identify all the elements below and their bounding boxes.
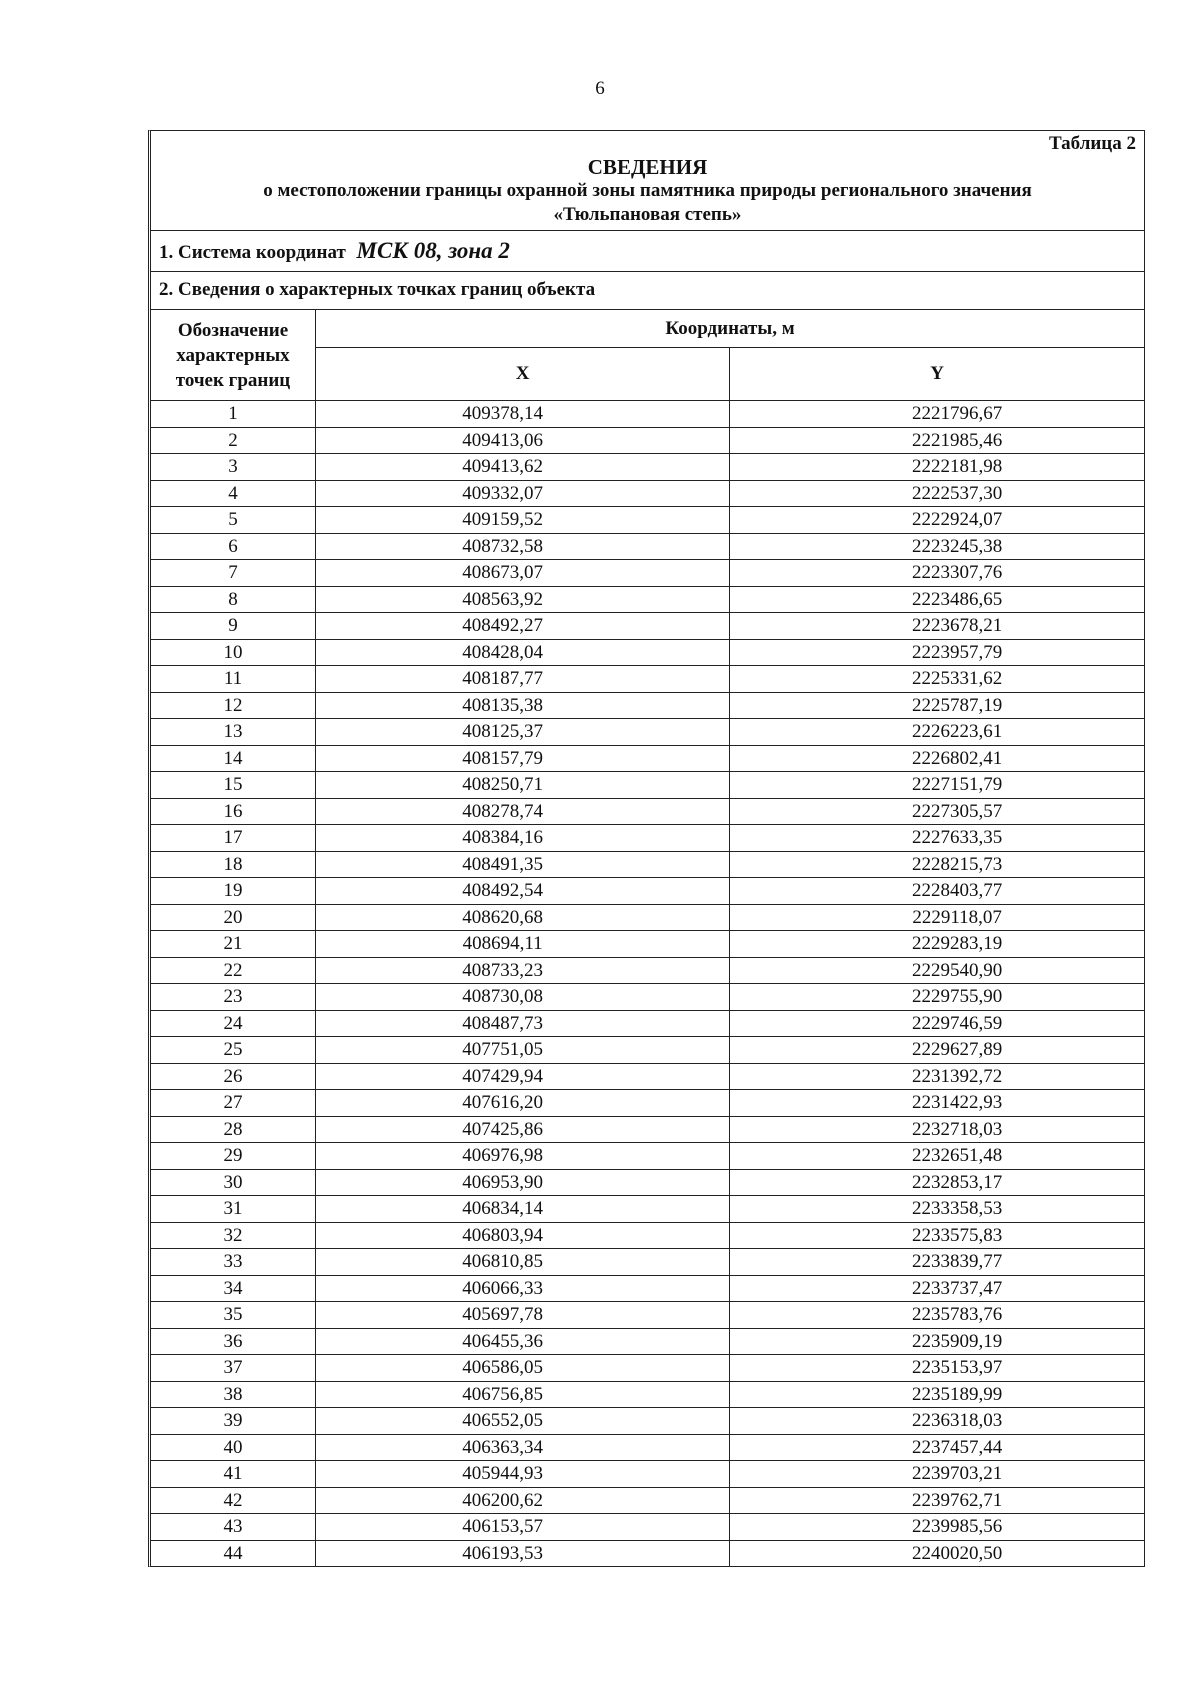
document-heading: СВЕДЕНИЯ	[587, 155, 708, 179]
x-coordinate-cell: 408732,58	[316, 533, 730, 560]
x-coordinate-cell: 408487,73	[316, 1010, 730, 1037]
table-row	[151, 1540, 1144, 1566]
table-row	[151, 533, 1144, 560]
point-designation-header: Обозначение характерных точек границ	[151, 310, 316, 401]
x-coordinate-cell: 406756,85	[316, 1381, 730, 1408]
coordinate-system-value: МСК 08, зона 2	[356, 238, 510, 263]
table-row	[151, 878, 1144, 905]
y-coordinate-cell: 2228403,77	[730, 878, 1144, 905]
table-row	[151, 1461, 1144, 1488]
point-number-cell: 12	[151, 692, 316, 719]
x-coordinate-cell: 406066,33	[316, 1275, 730, 1302]
table-row	[151, 1514, 1144, 1541]
table-row	[151, 1010, 1144, 1037]
point-number-cell: 22	[151, 957, 316, 984]
y-coordinate-cell: 2222537,30	[730, 480, 1144, 507]
table-row	[151, 1249, 1144, 1276]
table-row	[151, 1487, 1144, 1514]
y-coordinate-cell: 2233839,77	[730, 1249, 1144, 1276]
point-number-cell: 24	[151, 1010, 316, 1037]
point-number-cell: 41	[151, 1461, 316, 1488]
coordinate-system-label: 1. Система координат	[159, 242, 346, 263]
table-row	[151, 745, 1144, 772]
point-number-cell: 42	[151, 1487, 316, 1514]
y-coordinate-cell: 2229540,90	[730, 957, 1144, 984]
table-row	[151, 1143, 1144, 1170]
point-number-cell: 15	[151, 772, 316, 799]
point-number-cell: 37	[151, 1355, 316, 1382]
x-coordinate-cell: 406153,57	[316, 1514, 730, 1541]
y-coordinate-cell: 2233358,53	[730, 1196, 1144, 1223]
point-number-cell: 33	[151, 1249, 316, 1276]
y-coordinate-cell: 2229118,07	[730, 904, 1144, 931]
y-coordinate-cell: 2229755,90	[730, 984, 1144, 1011]
y-coordinate-cell: 2231392,72	[730, 1063, 1144, 1090]
table-row	[151, 1328, 1144, 1355]
y-coordinate-cell: 2229627,89	[730, 1037, 1144, 1064]
table-row	[151, 639, 1144, 666]
y-coordinate-cell: 2221985,46	[730, 427, 1144, 454]
y-coordinate-cell: 2223957,79	[730, 639, 1144, 666]
x-coordinate-cell: 406834,14	[316, 1196, 730, 1223]
coordinates-table-body	[151, 401, 1144, 1567]
y-coordinate-cell: 2239985,56	[730, 1514, 1144, 1541]
table-row	[151, 666, 1144, 693]
table-row	[151, 692, 1144, 719]
point-number-cell: 14	[151, 745, 316, 772]
x-coordinate-cell: 408491,35	[316, 851, 730, 878]
y-coordinate-cell: 2227633,35	[730, 825, 1144, 852]
x-coordinate-cell: 406552,05	[316, 1408, 730, 1435]
table-row	[151, 719, 1144, 746]
y-coordinate-cell: 2225787,19	[730, 692, 1144, 719]
y-coordinate-cell: 2226802,41	[730, 745, 1144, 772]
table-row	[151, 1063, 1144, 1090]
point-number-cell: 11	[151, 666, 316, 693]
y-coordinate-cell: 2233575,83	[730, 1222, 1144, 1249]
point-number-cell: 5	[151, 507, 316, 534]
title-block	[151, 131, 1144, 231]
x-coordinate-cell: 408620,68	[316, 904, 730, 931]
y-coordinate-cell: 2235189,99	[730, 1381, 1144, 1408]
point-number-cell: 39	[151, 1408, 316, 1435]
table-row	[151, 1222, 1144, 1249]
x-coordinate-cell: 406810,85	[316, 1249, 730, 1276]
point-number-cell: 8	[151, 586, 316, 613]
table-row	[151, 1196, 1144, 1223]
y-column-header: Y	[730, 348, 1144, 401]
point-number-cell: 7	[151, 560, 316, 587]
point-number-cell: 43	[151, 1514, 316, 1541]
y-coordinate-cell: 2228215,73	[730, 851, 1144, 878]
x-coordinate-cell: 406586,05	[316, 1355, 730, 1382]
x-coordinate-cell: 406455,36	[316, 1328, 730, 1355]
table-row	[151, 825, 1144, 852]
point-number-cell: 35	[151, 1302, 316, 1329]
y-coordinate-cell: 2235153,97	[730, 1355, 1144, 1382]
point-number-cell: 10	[151, 639, 316, 666]
x-coordinate-cell: 408250,71	[316, 772, 730, 799]
y-coordinate-cell: 2227151,79	[730, 772, 1144, 799]
x-coordinate-cell: 408730,08	[316, 984, 730, 1011]
point-number-cell: 26	[151, 1063, 316, 1090]
x-coordinate-cell: 406976,98	[316, 1143, 730, 1170]
point-number-cell: 3	[151, 454, 316, 481]
table-row	[151, 772, 1144, 799]
x-coordinate-cell: 408492,27	[316, 613, 730, 640]
table-row	[151, 427, 1144, 454]
point-number-cell: 23	[151, 984, 316, 1011]
x-coordinate-cell: 408428,04	[316, 639, 730, 666]
point-number-cell: 31	[151, 1196, 316, 1223]
x-coordinate-cell: 406193,53	[316, 1540, 730, 1566]
y-coordinate-cell: 2239762,71	[730, 1487, 1144, 1514]
y-coordinate-cell: 2222924,07	[730, 507, 1144, 534]
point-number-cell: 13	[151, 719, 316, 746]
table-row	[151, 1090, 1144, 1117]
point-number-cell: 29	[151, 1143, 316, 1170]
table-row	[151, 1116, 1144, 1143]
x-coordinate-cell: 408278,74	[316, 798, 730, 825]
x-coordinate-cell: 409332,07	[316, 480, 730, 507]
x-coordinate-cell: 408492,54	[316, 878, 730, 905]
x-coordinate-cell: 406953,90	[316, 1169, 730, 1196]
x-coordinate-cell: 409378,14	[316, 401, 730, 428]
table-row	[151, 1408, 1144, 1435]
point-number-cell: 32	[151, 1222, 316, 1249]
x-coordinate-cell: 408157,79	[316, 745, 730, 772]
x-coordinate-cell: 407425,86	[316, 1116, 730, 1143]
table-row	[151, 904, 1144, 931]
table-row	[151, 480, 1144, 507]
y-coordinate-cell: 2229283,19	[730, 931, 1144, 958]
point-number-cell: 19	[151, 878, 316, 905]
table-row	[151, 1381, 1144, 1408]
x-coordinate-cell: 406803,94	[316, 1222, 730, 1249]
table-row	[151, 931, 1144, 958]
x-coordinate-cell: 408694,11	[316, 931, 730, 958]
point-number-cell: 6	[151, 533, 316, 560]
x-coordinate-cell: 408733,23	[316, 957, 730, 984]
point-number-cell: 44	[151, 1540, 316, 1566]
y-coordinate-cell: 2221796,67	[730, 401, 1144, 428]
y-coordinate-cell: 2232853,17	[730, 1169, 1144, 1196]
table-row	[151, 851, 1144, 878]
x-coordinate-cell: 407616,20	[316, 1090, 730, 1117]
table-row	[151, 560, 1144, 587]
table-row	[151, 984, 1144, 1011]
y-coordinate-cell: 2237457,44	[730, 1434, 1144, 1461]
point-number-cell: 4	[151, 480, 316, 507]
subheading-line-2: «Тюльпановая степь»	[553, 204, 742, 225]
coordinates-table	[151, 310, 1144, 1566]
table-row	[151, 454, 1144, 481]
x-coordinate-cell: 406363,34	[316, 1434, 730, 1461]
point-number-cell: 30	[151, 1169, 316, 1196]
table-row	[151, 613, 1144, 640]
point-number-cell: 20	[151, 904, 316, 931]
point-number-cell: 16	[151, 798, 316, 825]
point-number-cell: 34	[151, 1275, 316, 1302]
point-number-cell: 28	[151, 1116, 316, 1143]
coordinate-system-row	[151, 231, 1144, 272]
table-row	[151, 1169, 1144, 1196]
x-coordinate-cell: 409159,52	[316, 507, 730, 534]
x-coordinate-cell: 408563,92	[316, 586, 730, 613]
point-number-cell: 38	[151, 1381, 316, 1408]
x-coordinate-cell: 408187,77	[316, 666, 730, 693]
y-coordinate-cell: 2226223,61	[730, 719, 1144, 746]
coordinates-document	[148, 130, 1145, 1567]
point-number-cell: 27	[151, 1090, 316, 1117]
y-coordinate-cell: 2225331,62	[730, 666, 1144, 693]
y-coordinate-cell: 2223307,76	[730, 560, 1144, 587]
table-row	[151, 401, 1144, 428]
x-coordinate-cell: 408135,38	[316, 692, 730, 719]
x-coordinate-cell: 409413,62	[316, 454, 730, 481]
point-number-cell: 25	[151, 1037, 316, 1064]
table-label: Таблица 2	[1048, 133, 1136, 154]
x-coordinate-cell: 405944,93	[316, 1461, 730, 1488]
x-coordinate-cell: 407429,94	[316, 1063, 730, 1090]
table-row	[151, 957, 1144, 984]
x-coordinate-cell: 408384,16	[316, 825, 730, 852]
table-row	[151, 586, 1144, 613]
table-row	[151, 1355, 1144, 1382]
y-coordinate-cell: 2222181,98	[730, 454, 1144, 481]
coordinates-header: Координаты, м	[316, 310, 1145, 348]
y-coordinate-cell: 2229746,59	[730, 1010, 1144, 1037]
table-row	[151, 1037, 1144, 1064]
x-coordinate-cell: 406200,62	[316, 1487, 730, 1514]
point-number-cell: 17	[151, 825, 316, 852]
points-section-title: 2. Сведения о характерных точках границ объекта	[151, 272, 1144, 310]
x-coordinate-cell: 408673,07	[316, 560, 730, 587]
point-number-cell: 18	[151, 851, 316, 878]
y-coordinate-cell: 2233737,47	[730, 1275, 1144, 1302]
y-coordinate-cell: 2231422,93	[730, 1090, 1144, 1117]
point-number-cell: 36	[151, 1328, 316, 1355]
x-coordinate-cell: 407751,05	[316, 1037, 730, 1064]
point-number-cell: 40	[151, 1434, 316, 1461]
point-number-cell: 9	[151, 613, 316, 640]
page-number: 6	[595, 78, 605, 99]
y-coordinate-cell: 2223245,38	[730, 533, 1144, 560]
y-coordinate-cell: 2223678,21	[730, 613, 1144, 640]
y-coordinate-cell: 2232718,03	[730, 1116, 1144, 1143]
y-coordinate-cell: 2235783,76	[730, 1302, 1144, 1329]
y-coordinate-cell: 2239703,21	[730, 1461, 1144, 1488]
x-coordinate-cell: 409413,06	[316, 427, 730, 454]
y-coordinate-cell: 2236318,03	[730, 1408, 1144, 1435]
y-coordinate-cell: 2235909,19	[730, 1328, 1144, 1355]
point-number-cell: 21	[151, 931, 316, 958]
y-coordinate-cell: 2227305,57	[730, 798, 1144, 825]
point-number-cell: 2	[151, 427, 316, 454]
x-coordinate-cell: 405697,78	[316, 1302, 730, 1329]
subheading-line-1: о местоположении границы охранной зоны памятника природы регионального значения	[263, 180, 1032, 201]
x-coordinate-cell: 408125,37	[316, 719, 730, 746]
y-coordinate-cell: 2232651,48	[730, 1143, 1144, 1170]
table-row	[151, 1302, 1144, 1329]
x-column-header: X	[316, 348, 730, 401]
y-coordinate-cell: 2223486,65	[730, 586, 1144, 613]
table-row	[151, 1434, 1144, 1461]
table-row	[151, 798, 1144, 825]
table-row	[151, 1275, 1144, 1302]
point-number-cell: 1	[151, 401, 316, 428]
table-row	[151, 507, 1144, 534]
y-coordinate-cell: 2240020,50	[730, 1540, 1144, 1566]
